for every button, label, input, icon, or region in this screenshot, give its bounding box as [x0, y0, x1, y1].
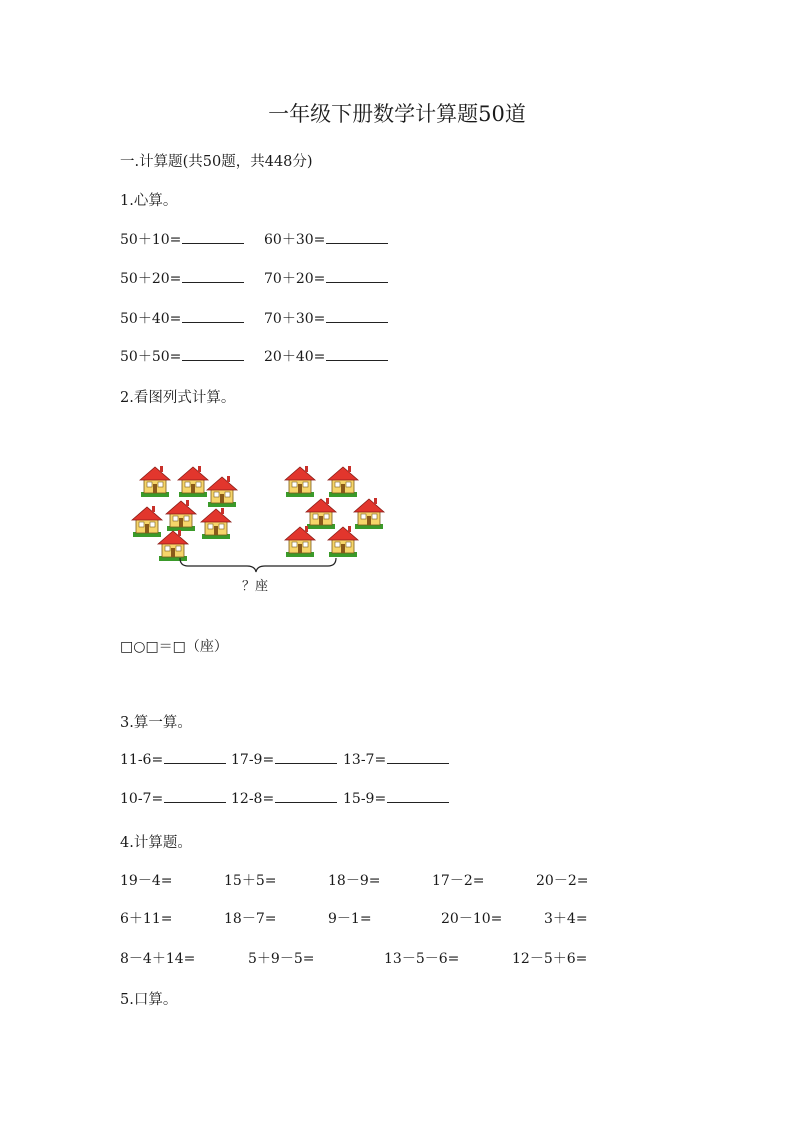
brace [180, 558, 336, 572]
q1-expression: 50＋40= [120, 311, 182, 327]
answer-blank[interactable] [326, 321, 388, 323]
q4-problem: 12－5＋6= [512, 951, 588, 967]
answer-blank[interactable] [164, 762, 226, 764]
house-icon [166, 500, 196, 531]
page-title: 一年级下册数学计算题50道 [268, 102, 526, 126]
q1-problem [120, 308, 244, 328]
q5-label: 5.口算。 [120, 992, 178, 1008]
q4-problem: 8－4＋14= [120, 951, 196, 967]
q1-problem [264, 346, 388, 366]
house-icon [207, 476, 237, 507]
house-icon [328, 466, 358, 497]
house-icon [354, 498, 384, 529]
house-icon [140, 466, 170, 497]
q1-expression: 50＋50= [120, 349, 182, 365]
houses-illustration [122, 452, 388, 592]
q1-expression: 60＋30= [264, 232, 326, 248]
q2-label: 2.看图列式计算。 [120, 390, 236, 406]
q4-problem: 20－10= [441, 911, 503, 927]
q3-expression: 13-7= [343, 752, 387, 768]
q4-problem: 17－2= [432, 873, 485, 889]
answer-blank[interactable] [275, 762, 337, 764]
q3-expression: 11-6= [120, 752, 164, 768]
answer-blank[interactable] [164, 801, 226, 803]
house-icon [285, 526, 315, 557]
q1-problem [264, 268, 388, 288]
answer-blank[interactable] [387, 762, 449, 764]
q2-formula: □○□＝□（座） [120, 639, 228, 655]
q4-problem: 19－4= [120, 873, 173, 889]
q4-label: 4.计算题。 [120, 835, 192, 851]
house-icon [306, 498, 336, 529]
q4-problem: 9－1= [328, 911, 372, 927]
answer-blank[interactable] [326, 242, 388, 244]
q1-problem [120, 229, 244, 249]
section-heading: 一.计算题(共50题，共448分) [120, 154, 313, 170]
answer-blank[interactable] [275, 801, 337, 803]
q3-problem [231, 752, 337, 768]
q1-expression: 70＋30= [264, 311, 326, 327]
q1-expression: 50＋10= [120, 232, 182, 248]
q1-problem [264, 308, 388, 328]
answer-blank[interactable] [182, 359, 244, 361]
q3-expression: 17-9= [231, 752, 275, 768]
q3-expression: 12-8= [231, 791, 275, 807]
figure-label: ？座 [242, 579, 269, 594]
q4-problem: 18－9= [328, 873, 381, 889]
q1-problem [120, 346, 244, 366]
q4-problem: 18－7= [224, 911, 277, 927]
q1-expression: 20＋40= [264, 349, 326, 365]
answer-blank[interactable] [387, 801, 449, 803]
q3-problem [120, 752, 226, 768]
answer-blank[interactable] [326, 359, 388, 361]
houses-figure [122, 452, 388, 592]
q3-expression: 10-7= [120, 791, 164, 807]
q1-problem [264, 229, 388, 249]
house-icon [328, 526, 358, 557]
q4-problem: 20－2= [536, 873, 589, 889]
q1-label: 1.心算。 [120, 193, 178, 209]
q1-problem [120, 268, 244, 288]
answer-blank[interactable] [326, 281, 388, 283]
q4-problem: 13－5－6= [384, 951, 460, 967]
house-icon [132, 506, 162, 537]
house-icon [285, 466, 315, 497]
answer-blank[interactable] [182, 242, 244, 244]
q3-problem [231, 791, 337, 807]
q4-problem: 3＋4= [544, 911, 588, 927]
house-icon [158, 530, 188, 561]
q4-problem: 6＋11= [120, 911, 173, 927]
q1-expression: 50＋20= [120, 271, 182, 287]
answer-blank[interactable] [182, 281, 244, 283]
q1-expression: 70＋20= [264, 271, 326, 287]
house-icon [178, 466, 208, 497]
q3-problem [120, 791, 226, 807]
q4-problem: 5＋9－5= [248, 951, 315, 967]
q3-expression: 15-9= [343, 791, 387, 807]
q3-label: 3.算一算。 [120, 715, 192, 731]
q4-problem: 15＋5= [224, 873, 277, 889]
answer-blank[interactable] [182, 321, 244, 323]
q3-problem [343, 791, 449, 807]
q3-problem [343, 752, 449, 768]
house-icon [201, 508, 231, 539]
